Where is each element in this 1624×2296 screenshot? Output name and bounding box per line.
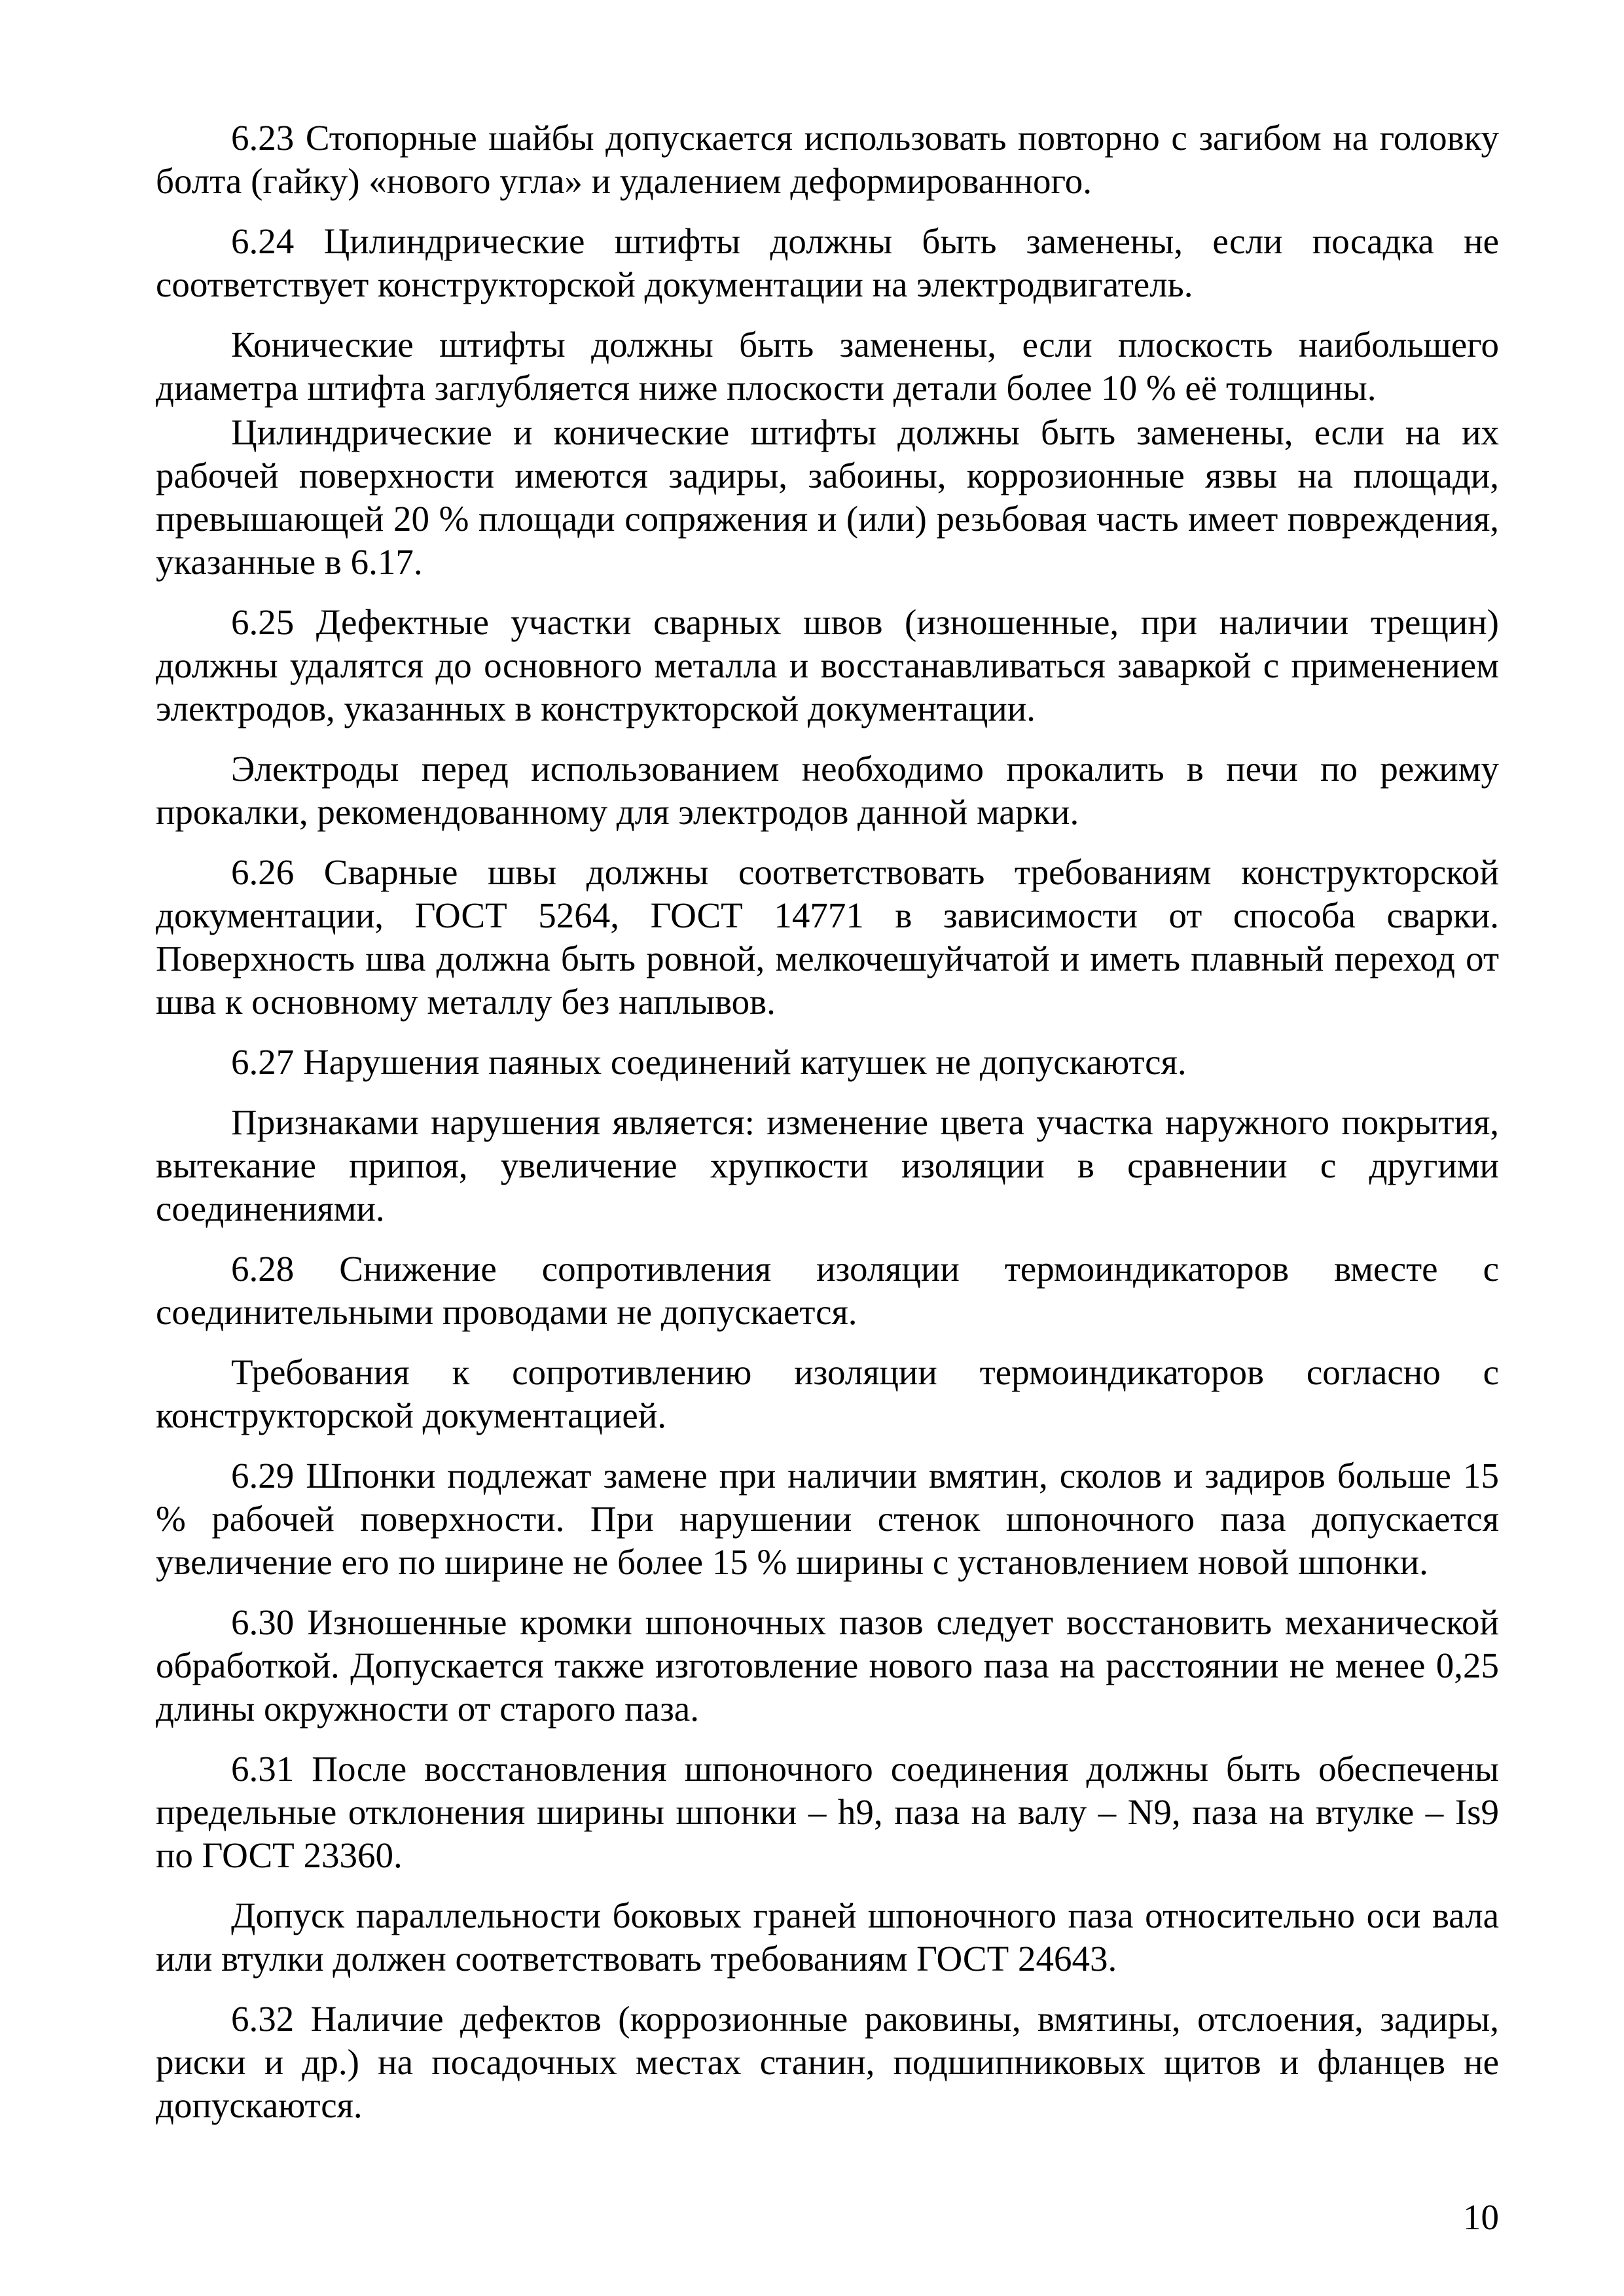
paragraph-6-32: 6.32 Наличие дефектов (коррозионные раковины, вмятины, отслоения, задиры, риски и др.) на посадочных местах станин, подшипниковых щитов и фланцев не допускаются.	[156, 1999, 1499, 2125]
paragraph-electrodes: Электроды перед использованием необходимо прокалить в печи по режиму прокалки, рекомендованному для электродов данной марки.	[156, 749, 1499, 832]
paragraph-6-29: 6.29 Шпонки подлежат замене при наличии вмятин, сколов и задиров больше 15 % рабочей поверхности. При нарушении стенок шпоночного паза допускается увеличение его по ширине не более 15 % ширины с установлением новой шпонки.	[156, 1456, 1499, 1582]
paragraph-6-26: 6.26 Сварные швы должны соответствовать требованиям конструкторской документации, ГОСТ 5264, ГОСТ 14771 в зависимости от способа сварки. Поверхность шва должна быть ровной, мелкочешуйчатой и иметь плавный переход от шва к основному металлу без наплывов.	[156, 852, 1499, 1022]
paragraph-signs-of-violation: Признаками нарушения является: изменение цвета участка наружного покрытия, вытекание припоя, увеличение хрупкости изоляции в сравнении с другими соединениями.	[156, 1102, 1499, 1229]
page-number: 10	[1463, 2197, 1499, 2237]
paragraph-6-30: 6.30 Изношенные кромки шпоночных пазов следует восстановить механической обработкой. Допускается также изготовление нового паза на расстоянии не менее 0,25 длины окружности от старого паза.	[156, 1602, 1499, 1729]
paragraph-conical-pins: Конические штифты должны быть заменены, если плоскость наибольшего диаметра штифта заглубляется ниже плоскости детали более 10 % её толщины.	[156, 325, 1499, 408]
paragraph-insulation-requirements: Требования к сопротивлению изоляции термоиндикаторов согласно с конструкторской документацией.	[156, 1352, 1499, 1435]
paragraph-6-31: 6.31 После восстановления шпоночного соединения должны быть обеспечены предельные отклонения ширины шпонки – h9, паза на валу – N9, паза на втулке – Is9 по ГОСТ 23360.	[156, 1749, 1499, 1875]
paragraph-6-28: 6.28 Снижение сопротивления изоляции термоиндикаторов вместе с соединительными проводами не допускается.	[156, 1249, 1499, 1332]
paragraph-cylindrical-conical-pins: Цилиндрические и конические штифты должны быть заменены, если на их рабочей поверхности имеются задиры, забоины, коррозионные язвы на площади, превышающей 20 % площади сопряжения и (или) резьбовая часть имеет повреждения, указанные в 6.17.	[156, 412, 1499, 582]
paragraph-6-23: 6.23 Стопорные шайбы допускается использовать повторно с загибом на головку болта (гайку) «нового угла» и удалением деформированного.	[156, 118, 1499, 201]
paragraph-6-25: 6.25 Дефектные участки сварных швов (изношенные, при наличии трещин) должны удалятся до основного металла и восстанавливаться заваркой с применением электродов, указанных в конструкторской документации.	[156, 602, 1499, 728]
page-body	[156, 117, 1499, 2144]
paragraph-6-27: 6.27 Нарушения паяных соединений катушек не допускаются.	[231, 1042, 1187, 1082]
paragraph-6-24: 6.24 Цилиндрические штифты должны быть заменены, если посадка не соответствует конструкторской документации на электродвигатель.	[156, 221, 1499, 304]
paragraph-parallelism-tolerance: Допуск параллельности боковых граней шпоночного паза относительно оси вала или втулки должен соответствовать требованиям ГОСТ 24643.	[156, 1895, 1499, 1979]
